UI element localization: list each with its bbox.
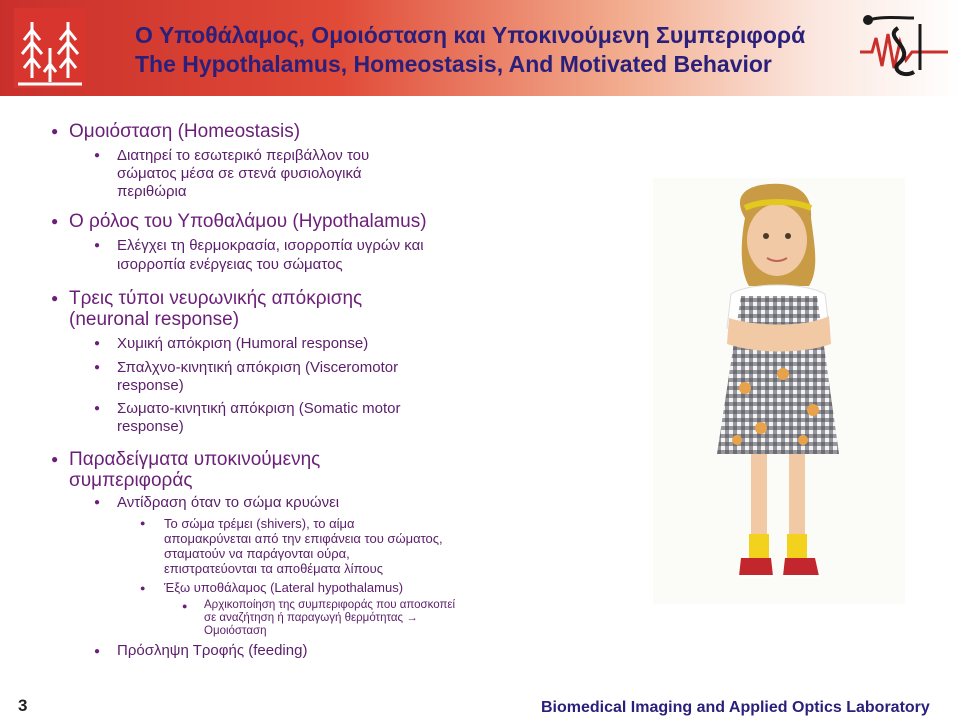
title-english: The Hypothalamus, Homeostasis, And Motivated Behavior: [135, 51, 772, 77]
lateral-hypothalamus: Έξω υποθάλαμος (Lateral hypothalamus): [164, 580, 404, 595]
bullet-icon: ●: [51, 452, 59, 466]
cold-detail-line-2: απομακρύνεται από την επιφάνεια του σώματος,: [164, 531, 443, 546]
hypothalamus-role-heading: Ο ρόλος του Υποθαλάμου (Hypothalamus): [69, 211, 427, 232]
homeostasis-desc-line-3: περιθώρια: [117, 183, 187, 200]
bullet-icon: ●: [94, 362, 101, 373]
bullet-icon: ●: [94, 646, 101, 657]
homeostasis-desc-line-1: Διατηρεί το εσωτερικό περιβάλλον του: [117, 147, 370, 164]
child-shivering-photo: [653, 178, 905, 604]
bullet-icon: ●: [140, 583, 146, 593]
homeostasis-desc-line-2: σώματος μέσα σε στενά φυσιολογικά: [117, 165, 362, 182]
cold-reaction: Αντίδραση όταν το σώμα κρυώνει: [117, 494, 340, 511]
bullet-icon: ●: [94, 338, 101, 349]
responses-heading-line-2: (neuronal response): [69, 309, 240, 330]
somatic-response-line-2: response): [117, 418, 184, 435]
bullet-icon: ●: [94, 240, 101, 251]
cold-detail-line-3: σταματούν να παράγονται ούρα,: [164, 546, 350, 561]
lab-name: Biomedical Imaging and Applied Optics Laboratory: [541, 699, 930, 716]
visceromotor-response-line-2: response): [117, 377, 184, 394]
somatic-response-line-1: Σωματο-κινητική απόκριση (Somatic motor: [117, 400, 401, 417]
lateral-detail-line-1: Αρχικοποίηση της συμπεριφοράς που αποσκοπεί: [204, 599, 456, 611]
bullet-icon: ●: [94, 497, 101, 508]
bullet-icon: ●: [51, 291, 59, 305]
examples-heading-line-1: Παραδείγματα υποκινούμενης: [69, 449, 321, 470]
feeding: Πρόσληψη Τροφής (feeding): [117, 642, 308, 659]
page-number: 3: [18, 696, 28, 715]
responses-heading-line-1: Τρεις τύποι νευρωνικής απόκρισης: [69, 288, 363, 309]
bullet-icon: ●: [140, 518, 146, 528]
bullet-icon: ●: [182, 601, 188, 611]
lateral-detail-line-3: Ομοιόσταση: [204, 625, 267, 637]
hypothalamus-desc-line-2: ισορροπία ενέργειας του σώματος: [117, 256, 343, 273]
homeostasis-heading: Ομοιόσταση (Homeostasis): [69, 121, 301, 142]
lateral-detail-line-2: σε αναζήτηση ή παραγωγή θερμότητας →: [204, 612, 418, 624]
bullet-icon: ●: [94, 403, 101, 414]
hypothalamus-desc-line-1: Ελέγχει τη θερμοκρασία, ισορροπία υγρών και: [117, 237, 424, 254]
visceromotor-response-line-1: Σπαλχνο-κινητική απόκριση (Visceromotor: [117, 359, 399, 376]
humoral-response: Χυμική απόκριση (Humoral response): [117, 335, 369, 352]
title-greek: Ο Υποθάλαμος, Ομοιόσταση και Υποκινούμενη Συμπεριφορά: [135, 22, 806, 48]
cold-detail-line-1: Το σώμα τρέμει (shivers), το αίμα: [164, 516, 355, 531]
examples-heading-line-2: συμπεριφοράς: [69, 470, 193, 491]
bullet-icon: ●: [51, 214, 59, 228]
bullet-icon: ●: [51, 124, 59, 138]
bullet-icon: ●: [94, 150, 101, 161]
cold-detail-line-4: επιστρατεύονται τα αποθέματα λίπους: [164, 561, 383, 576]
